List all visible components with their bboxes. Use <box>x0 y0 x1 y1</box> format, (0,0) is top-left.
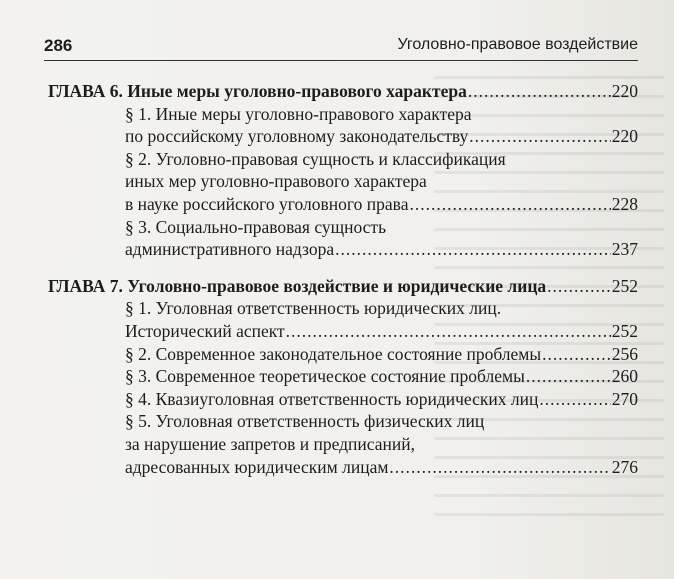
dot-leader <box>409 193 610 216</box>
dot-leader <box>286 320 611 343</box>
toc-section[interactable] <box>48 410 638 478</box>
section-title-line: § 2. Современное законодательное состояние проблемы <box>125 343 542 364</box>
section-title-line: § 1. Уголовная ответственность юридических лиц. <box>125 298 502 319</box>
section-title-line: административного надзора <box>125 239 335 260</box>
section-title-line: в науке российского уголовного права <box>125 193 409 214</box>
dot-leader <box>469 125 610 148</box>
section-title-line: по российскому уголовному законодательству <box>125 126 469 147</box>
toc-section[interactable] <box>48 216 638 261</box>
chapter-page: 220 <box>611 81 638 101</box>
chapter-heading[interactable] <box>48 275 638 298</box>
section-title-line: § 3. Социально-правовая сущность <box>125 216 387 237</box>
section-page: 252 <box>611 320 638 341</box>
section-title-line: § 3. Современное теоретическое состояние проблемы <box>125 366 525 387</box>
dot-leader <box>539 388 610 411</box>
dot-leader <box>542 343 611 366</box>
toc-section[interactable] <box>48 148 638 216</box>
toc-section[interactable] <box>48 365 638 388</box>
section-title-line: адресованных юридическим лицам <box>125 456 389 477</box>
table-of-contents <box>48 80 638 492</box>
section-title-line: § 4. Квазиуголовная ответственность юридических лиц <box>125 388 539 409</box>
section-title-line: § 1. Иные меры уголовно-правового характера <box>125 103 472 124</box>
chapter-title: ГЛАВА 6. Иные меры уголовно-правового характера <box>48 81 467 101</box>
chapter-title: ГЛАВА 7. Уголовно-правовое воздействие и юридические лица <box>48 275 547 296</box>
running-title: Уголовно-правовое воздействие <box>397 36 638 53</box>
chapter-page: 252 <box>611 275 638 296</box>
dot-leader <box>335 238 611 261</box>
section-title-line: Исторический аспект <box>125 320 285 341</box>
section-page: 260 <box>611 366 638 387</box>
chapter-heading[interactable] <box>48 80 638 103</box>
section-page: 237 <box>611 239 638 260</box>
section-page: 270 <box>611 388 638 409</box>
page-header <box>44 36 638 61</box>
toc-chapter-6 <box>48 80 638 261</box>
section-page: 220 <box>611 126 638 147</box>
section-page: 228 <box>611 193 638 214</box>
toc-chapter-7 <box>48 275 638 478</box>
dot-leader <box>547 275 611 298</box>
section-title-line: иных мер уголовно-правового характера <box>125 171 427 192</box>
dot-leader <box>389 456 610 479</box>
dot-leader <box>526 365 611 388</box>
toc-section[interactable] <box>48 388 638 411</box>
toc-section[interactable] <box>48 297 638 342</box>
toc-section[interactable] <box>48 343 638 366</box>
section-page: 276 <box>611 456 638 477</box>
section-title-line: § 5. Уголовная ответственность физических лиц <box>125 411 485 432</box>
page-number: 286 <box>44 36 73 55</box>
section-title-line: § 2. Уголовно-правовая сущность и классификация <box>125 148 506 169</box>
toc-section[interactable] <box>48 103 638 148</box>
dot-leader <box>468 80 611 103</box>
section-page: 256 <box>611 343 638 364</box>
section-title-line: за нарушение запретов и предписаний, <box>125 433 415 454</box>
